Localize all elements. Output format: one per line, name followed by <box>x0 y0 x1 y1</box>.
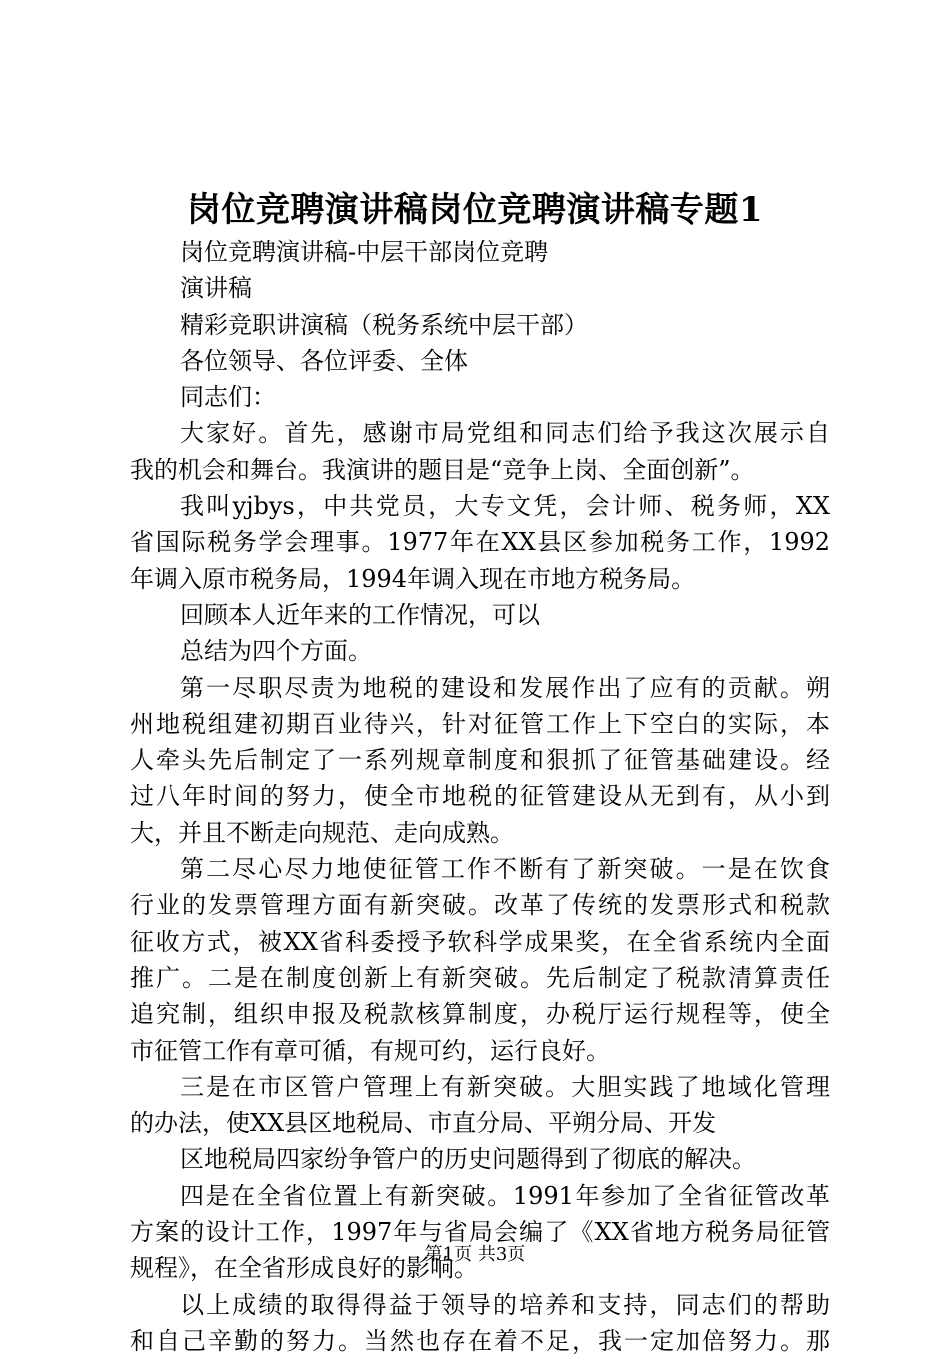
text-line: 三是在市区管户管理上有新突破。大胆实践了地域化管理 <box>180 1072 830 1101</box>
text-line: 的办法，使XX县区地税局、市直分局、平朔分局、开发 <box>130 1109 717 1138</box>
text-line: 方案的设计工作，1997年与省局会编了《XX省地方税务局征管 <box>130 1218 830 1247</box>
text-line: 岗位竞聘演讲稿-中层干部岗位竞聘 <box>180 238 549 266</box>
text-line: 总结为四个方面。 <box>180 637 372 666</box>
text-line: 同志们： <box>180 383 276 412</box>
text-line: 过八年时间的努力，使全市地税的征管建设从无到有，从小到 <box>130 782 830 811</box>
document-body <box>130 234 830 1359</box>
text-line: 我的机会和舞台。我演讲的题目是“竞争上岗、全面创新”。 <box>130 455 755 484</box>
text-line: 以上成绩的取得得益于领导的培养和支持，同志们的帮助 <box>180 1290 830 1319</box>
text-line: 和自己辛勤的努力。当然也存在着不足，我一定加倍努力。那 <box>130 1326 830 1355</box>
text-line: 四是在全省位置上有新突破。1991年参加了全省征管改革 <box>180 1181 830 1210</box>
text-line: 区地税局四家纷争管户的历史问题得到了彻底的解决。 <box>180 1145 756 1174</box>
text-line: 行业的发票管理方面有新突破。改革了传统的发票形式和税款 <box>130 891 830 920</box>
document-title: 岗位竞聘演讲稿岗位竞聘演讲稿专题1 <box>186 190 764 230</box>
text-line: 规程》，在全省形成良好的影响。 <box>130 1254 478 1283</box>
text-line: 人牵头先后制定了一系列规章制度和狠抓了征管基础建设。经 <box>130 746 830 775</box>
text-line: 回顾本人近年来的工作情况，可以 <box>180 600 540 629</box>
text-line: 年调入原市税务局，1994年调入现在市地方税务局。 <box>130 564 696 593</box>
text-line: 征收方式，被XX省科委授予软科学成果奖，在全省系统内全面 <box>130 927 830 956</box>
text-line: 推广。二是在制度创新上有新突破。先后制定了税款清算责任 <box>130 963 830 992</box>
text-line: 精彩竞职讲演稿（税务系统中层干部） <box>180 310 588 339</box>
text-line: 州地税组建初期百业待兴，针对征管工作上下空白的实际，本 <box>130 709 830 738</box>
page-footer: 第1页 共3页 <box>424 1244 526 1265</box>
text-line: 各位领导、各位评委、全体 <box>180 346 468 375</box>
text-line: 省国际税务学会理事。1977年在XX县区参加税务工作，1992 <box>130 528 830 557</box>
text-line: 演讲稿 <box>180 274 252 303</box>
text-line: 大，并且不断走向规范、走向成熟。 <box>130 818 514 847</box>
text-line: 第二尽心尽力地使征管工作不断有了新突破。一是在饮食 <box>180 855 830 884</box>
text-line: 大家好。首先，感谢市局党组和同志们给予我这次展示自 <box>180 419 830 448</box>
text-line: 第一尽职尽责为地税的建设和发展作出了应有的贡献。朔 <box>180 673 830 702</box>
text-line: 我叫yjbys，中共党员，大专文凭，会计师、税务师，XX <box>180 492 830 521</box>
text-line: 市征管工作有章可循，有规可约，运行良好。 <box>130 1036 610 1065</box>
text-line: 追究制，组织申报及税款核算制度，办税厅运行规程等，使全 <box>130 1000 830 1029</box>
